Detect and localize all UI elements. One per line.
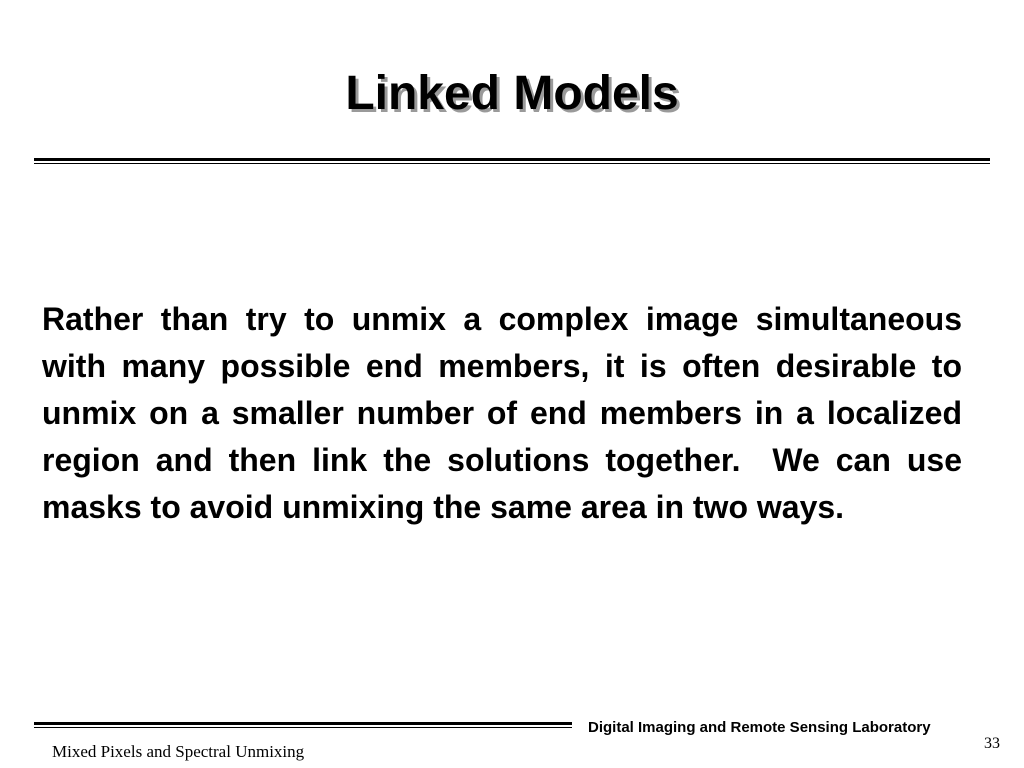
footer-divider bbox=[34, 722, 572, 728]
title-divider bbox=[34, 158, 990, 164]
footer-course-title: Mixed Pixels and Spectral Unmixing bbox=[52, 742, 305, 761]
slide-body-text: Rather than try to unmix a complex image simultaneous with many possible end members, it is often desirable to unmix on a smaller number of end members in a localized region and then link the solutions together. We can use masks to avoid unmixing the same area in two ways. bbox=[42, 301, 971, 525]
footer-divider-thin-line bbox=[34, 727, 572, 728]
page-number: 33 bbox=[984, 735, 1000, 752]
footer-divider-thick-line bbox=[34, 722, 572, 725]
title-divider-thick-line bbox=[34, 158, 990, 161]
slide-title: Linked Models bbox=[345, 67, 679, 120]
footer-lab-name: Digital Imaging and Remote Sensing Laboratory bbox=[588, 719, 931, 736]
title-divider-thin-line bbox=[34, 163, 990, 164]
